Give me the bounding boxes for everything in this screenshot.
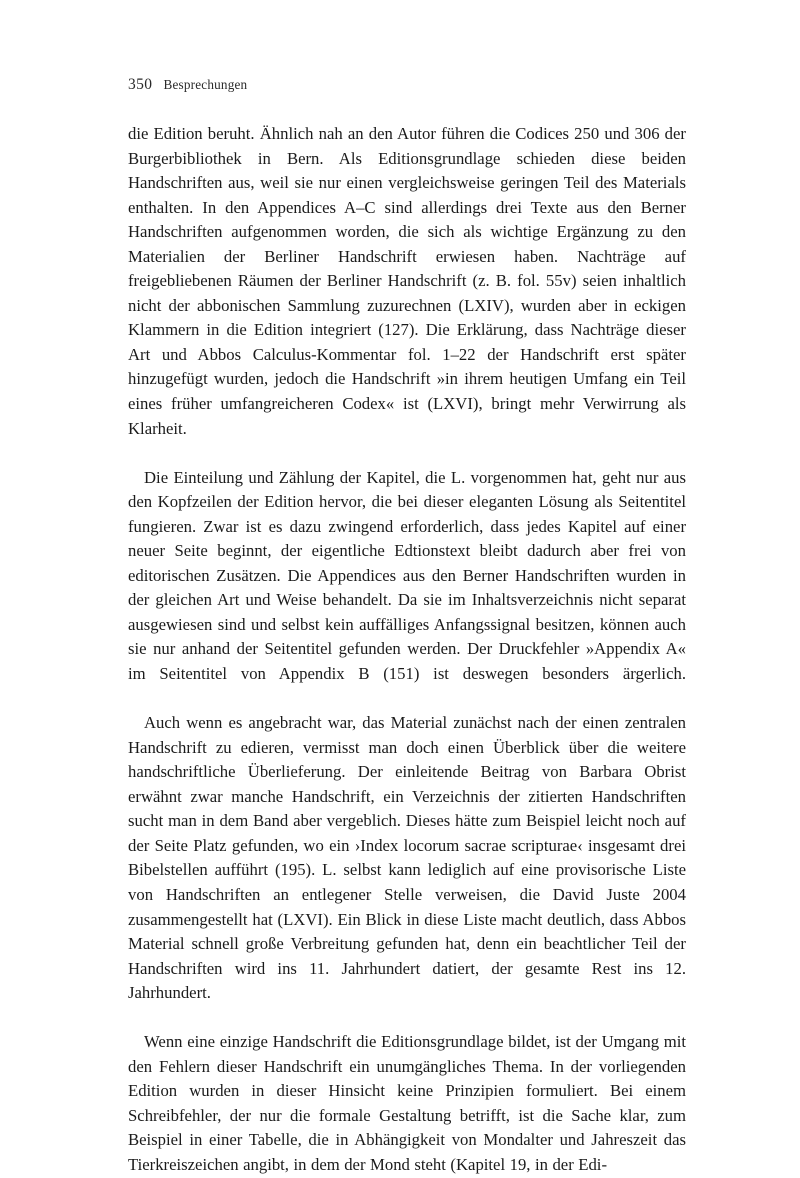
running-head-title: Besprechungen — [163, 77, 248, 92]
paragraph: die Edition beruht. Ähnlich nah an den Autor führen die Codices 250 und 306 der Burgerbibliothek in Bern. Als Editionsgrundlage schieden diese beiden Handschriften aus, weil sie nur einen vergleichsweise geringen Teil des Materials enthalten. In den Appendices A–C sind allerdings drei Texte aus den Berner Handschriften aufgenommen worden, die sich als wichtige Ergänzung zu den Materialien der Berliner Handschrift erwiesen haben. Nachträge auf freigebliebenen Räumen der Berliner Handschrift (z. B. fol. 55v) seien inhaltlich nicht der abbonischen Sammlung zuzurechnen (LXIV), wurden aber in eckigen Klammern in die Edition integriert (127). Die Erklärung, dass Nachträge dieser Art und Abbos Calculus-Kommentar fol. 1–22 der Handschrift erst später hinzugefügt wurden, jedoch die Handschrift »in ihrem heutigen Umfang ein Teil eines früher umfangreicheren Codex« ist (LXVI), bringt mehr Verwirrung als Klarheit. — [128, 124, 686, 438]
paragraph: Auch wenn es angebracht war, das Material zunächst nach der einen zentralen Handschrift zu edieren, vermisst man doch einen Überblick über die weitere handschriftliche Überlieferung. Der einleitende Beitrag von Barbara Obrist erwähnt zwar manche Handschrift, ein Verzeichnis der zitierten Handschriften sucht man in dem Band aber vergeblich. Dieses hätte zum Beispiel leicht noch auf der Seite Platz gefunden, wo ein ›Index locorum sacrae scripturae‹ insgesamt drei Bibelstellen aufführt (195). L. selbst kann lediglich auf eine provisorische Liste von Handschriften an entlegener Stelle verweisen, die David Juste 2004 zusammengestellt hat (LXVI). Ein Blick in diese Liste macht deutlich, dass Abbos Material schnell große Verbreitung gefunden hat, denn ein beachtlicher Teil der Handschriften wird ins 11. Jahrhundert datiert, der gesamte Rest ins 12. Jahrhundert. — [128, 713, 686, 1003]
page-number: 350 — [128, 76, 153, 93]
paragraph: Die Einteilung und Zählung der Kapitel, die L. vorgenommen hat, geht nur aus den Kopfzeilen der Edition hervor, die bei dieser eleganten Lösung als Seitentitel fungieren. Zwar ist es dazu zwingend erforderlich, dass jedes Kapitel auf einer neuer Seite beginnt, der eigentliche Edtionstext bleibt dadurch aber frei von editorischen Zusätzen. Die Appendices aus den Berner Handschriften wurden in der gleichen Art und Weise behandelt. Da sie im Inhaltsverzeichnis nicht separat ausgewiesen sind und selbst kein auffälliges Anfangssignal besitzen, können auch sie nur anhand der Seitentitel gefunden werden. Der Druckfehler »Appendix A« im Seitentitel von Appendix B (151) ist deswegen besonders ärgerlich. — [128, 467, 686, 684]
body-text-block — [128, 122, 686, 1178]
paragraph: Wenn eine einzige Handschrift die Editionsgrundlage bildet, ist der Umgang mit den Fehlern dieser Handschrift ein unumgängliches Thema. In der vorliegenden Edition wurden in dieser Hinsicht keine Prinzipien formuliert. Bei einem Schreibfehler, der nur die formale Gestaltung betrifft, ist die Sache klar, zum Beispiel in einer Tabelle, die in Abhängigkeit von Mondalter und Jahreszeit das Tierkreiszeichen angibt, in dem der Mond steht (Kapitel 19, in der Edi- — [128, 1032, 686, 1174]
running-head — [128, 76, 686, 94]
